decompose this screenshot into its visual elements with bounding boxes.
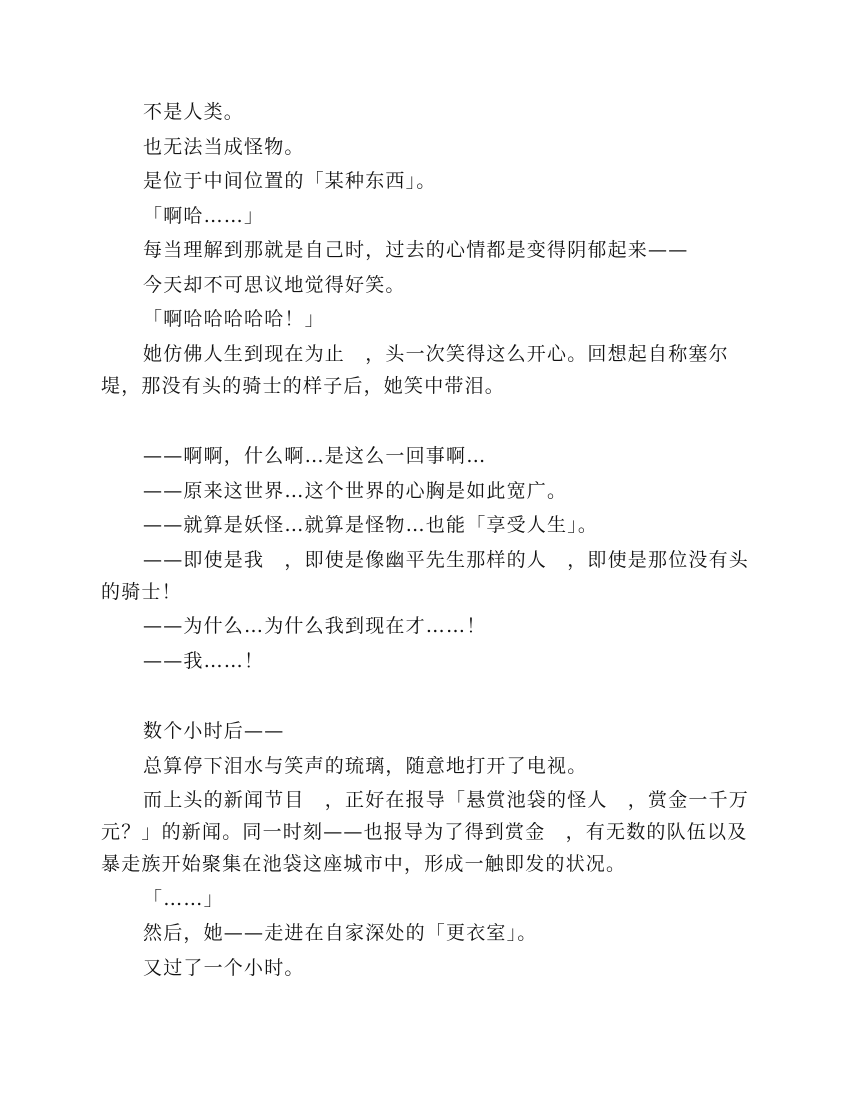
paragraph: ——原来这世界…这个世界的心胸是如此宽广。: [143, 479, 568, 502]
paragraph: 「啊哈……」: [143, 204, 265, 227]
section-break: [101, 679, 753, 715]
paragraph: 她仿佛人生到现在为止 ，头一次笑得这么开心。回想起自称塞尔堤，那没有头的骑士的样子后，她笑中带泪。: [101, 342, 729, 397]
paragraph: ——即使是我 ，即使是像幽平先生那样的人 ，即使是那位没有头的骑士！: [101, 548, 750, 603]
paragraph: 而上头的新闻节目 ，正好在报导「悬赏池袋的怪人 ，赏金一千万元？」的新闻。同一时刻——也报导为了得到赏金 ，有无数的队伍以及暴走族开始聚集在池袋这座城市中，形成一触即发的状况。: [101, 789, 750, 875]
paragraph: 总算停下泪水与笑声的琉璃，随意地打开了电视。: [143, 754, 588, 777]
paragraph: 是位于中间位置的「某种东西」。: [143, 170, 437, 192]
section-2: [101, 440, 753, 677]
paragraph: 然后，她——走进在自家深处的「更衣室」。: [143, 922, 538, 944]
section-3: [101, 715, 753, 984]
paragraph: 也无法当成怪物。: [143, 135, 305, 158]
paragraph: ——我……！: [143, 649, 265, 672]
paragraph: 「……」: [143, 887, 224, 910]
paragraph: 不是人类。: [143, 101, 245, 123]
document-page: [101, 96, 753, 986]
paragraph: 「啊哈哈哈哈哈！」: [143, 308, 325, 330]
paragraph: 今天却不可思议地觉得好笑。: [143, 273, 406, 296]
paragraph: 每当理解到那就是自己时，过去的心情都是变得阴郁起来——: [143, 239, 689, 261]
section-1: [101, 96, 753, 402]
paragraph: ——啊啊，什么啊…是这么一回事啊…: [143, 445, 487, 467]
paragraph: 数个小时后——: [143, 720, 285, 742]
paragraph: ——为什么…为什么我到现在才……！: [143, 615, 487, 637]
paragraph: ——就算是妖怪…就算是怪物…也能「享受人生」。: [143, 514, 599, 536]
paragraph: 又过了一个小时。: [143, 956, 305, 979]
section-break: [101, 404, 753, 440]
